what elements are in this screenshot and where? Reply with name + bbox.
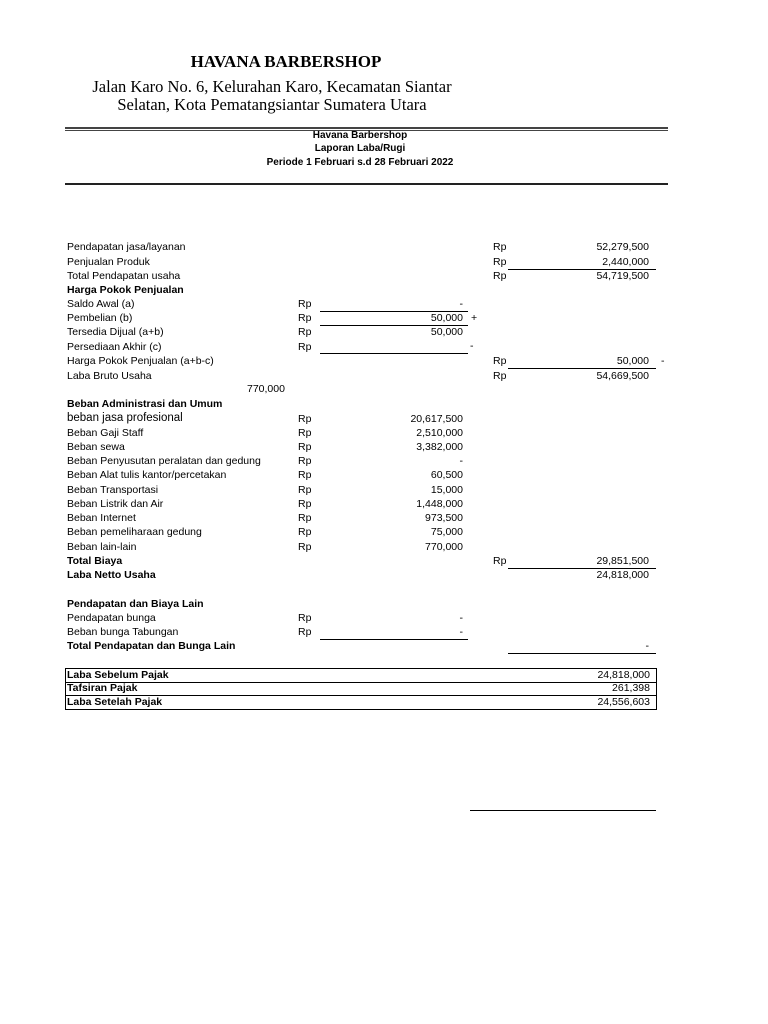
currency-label: Rp [298,312,312,324]
address-line-2: Selatan, Kota Pematangsiantar Sumatera Utara [117,95,427,114]
hpp-heading: Harga Pokok Penjualan [67,284,184,296]
currency-label: Rp [493,241,507,253]
address-line-1: Jalan Karo No. 6, Kelurahan Karo, Kecamatan Siantar [92,77,452,96]
total-biaya-label: Total Biaya [67,555,123,567]
signature-line [470,810,656,811]
hpp-pembelian-value: 50,000 [430,312,463,324]
expense-value: 75,000 [430,526,463,538]
hpp-tersedia-value: 50,000 [430,326,463,338]
summary-label: Tafsiran Pajak [67,682,138,694]
summary-row [65,682,657,696]
stray-value: 770,000 [247,383,285,395]
summary-label: Laba Setelah Pajak [67,696,163,708]
expense-value: 1,448,000 [416,498,463,510]
hpp-persediaan-value: - [470,340,474,352]
other-bunga-label: Pendapatan bunga [67,612,156,624]
summary-row [65,668,657,683]
summary-value: 24,818,000 [597,669,650,681]
currency-label: Rp [298,541,312,553]
expense-label: Beban Penyusutan peralatan dan gedung [67,455,261,467]
expense-value: 2,510,000 [416,427,463,439]
currency-label: Rp [298,441,312,453]
laba-bruto-label: Laba Bruto Usaha [67,370,152,382]
underline [508,368,656,369]
other-tabungan-value: - [459,626,463,638]
currency-label: Rp [493,555,507,567]
summary-value: 24,556,603 [597,696,650,708]
expense-label: Beban pemeliharaan gedung [67,526,202,538]
currency-label: Rp [298,455,312,467]
expense-value: 60,500 [430,469,463,481]
revenue-produk-value: 2,440,000 [602,256,649,268]
hpp-total-label: Harga Pokok Penjualan (a+b-c) [67,355,214,367]
revenue-total-label: Total Pendapatan usaha [67,270,181,282]
currency-label: Rp [298,612,312,624]
total-biaya-value: 29,851,500 [596,555,649,567]
currency-label: Rp [298,413,312,425]
underline [508,653,656,654]
other-bunga-value: - [459,612,463,624]
other-total-value: - [645,640,649,652]
expense-label: Beban lain-lain [67,541,137,553]
expenses-heading: Beban Administrasi dan Umum [67,398,223,410]
revenue-total-value: 54,719,500 [596,270,649,282]
expense-label: beban jasa profesional [67,412,183,424]
other-heading: Pendapatan dan Biaya Lain [67,598,204,610]
expense-label: Beban Alat tulis kantor/percetakan [67,469,227,481]
hpp-pembelian-label: Pembelian (b) [67,312,133,324]
hpp-tersedia-label: Tersedia Dijual (a+b) [67,326,164,338]
expense-label: Beban Internet [67,512,136,524]
expense-value: 20,617,500 [410,413,463,425]
header-rule [65,183,668,185]
underline [320,353,468,354]
currency-label: Rp [493,355,507,367]
other-total-label: Total Pendapatan dan Bunga Lain [67,640,236,652]
company-title: HAVANA BARBERSHOP [190,52,382,71]
underline [320,639,468,640]
currency-label: Rp [298,512,312,524]
laba-bruto-value: 54,669,500 [596,370,649,382]
hpp-total-value: 50,000 [616,355,649,367]
currency-label: Rp [298,341,312,353]
expense-value: 3,382,000 [416,441,463,453]
expense-label: Beban sewa [67,441,125,453]
expense-label: Beban Transportasi [67,484,159,496]
currency-label: Rp [493,270,507,282]
currency-label: Rp [298,326,312,338]
expense-value: - [459,455,463,467]
report-title: Laporan Laba/Rugi [314,143,406,154]
currency-label: Rp [298,484,312,496]
hpp-persediaan-label: Persediaan Akhir (c) [67,341,162,353]
hpp-saldo-label: Saldo Awal (a) [67,298,135,310]
plus-sign: + [471,312,478,324]
currency-label: Rp [298,626,312,638]
currency-label: Rp [298,526,312,538]
currency-label: Rp [493,370,507,382]
hpp-saldo-value: - [459,298,463,310]
expense-label: Beban Listrik dan Air [67,498,164,510]
expense-label: Beban Gaji Staff [67,427,144,439]
other-tabungan-label: Beban bunga Tabungan [67,626,179,638]
currency-label: Rp [298,469,312,481]
summary-label: Laba Sebelum Pajak [67,669,169,681]
expense-value: 973,500 [425,512,463,524]
minus-sign: - [661,355,665,367]
currency-label: Rp [298,427,312,439]
currency-label: Rp [298,298,312,310]
currency-label: Rp [298,498,312,510]
summary-row [65,696,657,710]
revenue-jasa-value: 52,279,500 [596,241,649,253]
summary-value: 261,398 [612,682,650,694]
laba-netto-label: Laba Netto Usaha [67,569,156,581]
currency-label: Rp [493,256,507,268]
revenue-jasa-label: Pendapatan jasa/layanan [67,241,186,253]
report-period: Periode 1 Februari s.d 28 Februari 2022 [266,157,454,168]
expense-value: 15,000 [430,484,463,496]
laba-netto-value: 24,818,000 [596,569,649,581]
revenue-produk-label: Penjualan Produk [67,256,150,268]
expense-value: 770,000 [425,541,463,553]
report-company: Havana Barbershop [312,130,408,141]
